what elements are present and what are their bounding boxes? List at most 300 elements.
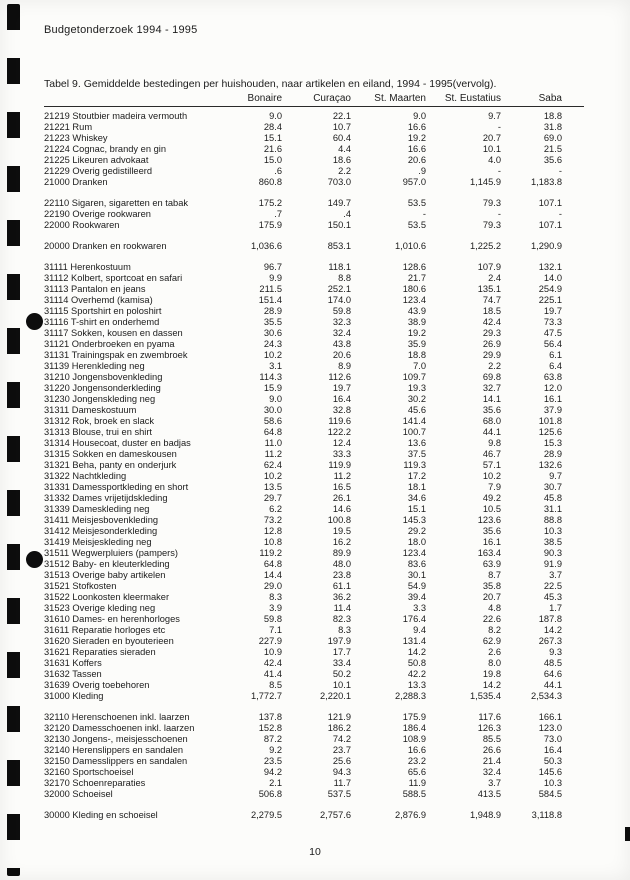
row-label: 30000 Kleding en schoeisel	[44, 810, 158, 820]
row-value: 11.2	[333, 471, 351, 481]
row-value: 9.8	[488, 438, 501, 448]
row-label: 31139 Herenkleding neg	[44, 361, 145, 371]
table-group	[44, 241, 584, 252]
row-value: 10.9	[263, 647, 282, 657]
row-value: 6.2	[269, 504, 282, 514]
row-label: 31511 Wegwerpluiers (pampers)	[44, 548, 179, 558]
row-label: 31610 Dames- en herenhorloges	[44, 614, 180, 624]
row-value: 14.2	[407, 647, 426, 657]
row-value: 32.4	[482, 767, 501, 777]
row-value: 2,220.1	[319, 691, 351, 701]
row-value: 16.5	[332, 482, 351, 492]
row-value: 88.8	[543, 515, 562, 525]
row-value: 64.8	[263, 559, 282, 569]
row-value: 11.0	[264, 438, 282, 448]
row-value: 12.0	[543, 383, 562, 393]
row-value: 83.6	[407, 559, 426, 569]
row-value: 131.4	[402, 636, 426, 646]
row-value: 28.9	[543, 449, 562, 459]
table-row	[44, 241, 584, 252]
row-value: 119.3	[403, 460, 426, 470]
row-value: 15.9	[263, 383, 282, 393]
row-value: 19.3	[407, 383, 426, 393]
row-value: 2.2	[338, 166, 351, 176]
row-label: 31521 Stofkosten	[44, 581, 117, 591]
row-value: 2.2	[488, 361, 501, 371]
row-value: 26.9	[482, 339, 501, 349]
row-value: 16.6	[407, 122, 426, 132]
table-row	[44, 209, 584, 220]
row-value: 31.8	[543, 122, 562, 132]
row-value: 11.2	[264, 449, 282, 459]
row-value: 8.9	[338, 361, 351, 371]
row-value: 18.6	[332, 155, 351, 165]
row-value: 135.1	[477, 284, 501, 294]
row-value: 73.0	[543, 734, 562, 744]
row-value: .6	[274, 166, 282, 176]
table-row	[44, 767, 584, 778]
row-label: 31220 Jongensonderkleding	[44, 383, 161, 393]
row-value: 50.3	[543, 756, 562, 766]
row-value: 20.7	[482, 133, 501, 143]
row-value: 100.8	[327, 515, 351, 525]
row-value: 42.2	[407, 669, 426, 679]
table-row	[44, 438, 584, 449]
expense-table	[44, 78, 584, 831]
row-value: 79.3	[482, 220, 501, 230]
row-label: 31621 Reparaties sieraden	[44, 647, 156, 657]
table-row	[44, 155, 584, 166]
row-value: 12.4	[332, 438, 351, 448]
table-body	[44, 111, 584, 821]
row-value: 28.9	[263, 306, 282, 316]
row-value: 13.6	[407, 438, 426, 448]
row-label: 20000 Dranken en rookwaren	[44, 241, 167, 251]
row-value: 8.0	[488, 658, 501, 668]
row-value: 3.3	[413, 603, 426, 613]
row-value: 11.7	[333, 778, 351, 788]
row-value: 197.9	[327, 636, 351, 646]
row-value: 2,757.6	[319, 810, 351, 820]
row-value: 20.6	[332, 350, 351, 360]
table-row	[44, 669, 584, 680]
table-row	[44, 427, 584, 438]
row-value: 122.2	[327, 427, 351, 437]
row-label: 21225 Likeuren advokaat	[44, 155, 149, 165]
row-label: 22000 Rookwaren	[44, 220, 120, 230]
row-value: 118.1	[328, 262, 351, 272]
row-value: 7.1	[269, 625, 282, 635]
table-row	[44, 636, 584, 647]
row-label: 31000 Kleding	[44, 691, 104, 701]
row-value: 16.2	[332, 537, 351, 547]
table-row	[44, 220, 584, 231]
row-label: 31230 Jongenskleding neg	[44, 394, 156, 404]
row-value: 7.9	[488, 482, 501, 492]
row-label: 31114 Overhemd (kamisa)	[44, 295, 153, 305]
row-value: 18.0	[407, 537, 426, 547]
page-number: 10	[309, 846, 321, 858]
row-label: 31513 Overige baby artikelen	[44, 570, 166, 580]
row-value: 23.5	[263, 756, 282, 766]
row-value: 166.1	[538, 712, 562, 722]
row-value: 61.1	[332, 581, 351, 591]
row-value: 54.9	[407, 581, 426, 591]
row-value: 145.6	[538, 767, 562, 777]
row-value: 24.3	[263, 339, 282, 349]
table-row	[44, 460, 584, 471]
row-value: 1,010.6	[394, 241, 426, 251]
row-value: 18.5	[482, 306, 501, 316]
row-value: 9.7	[549, 471, 562, 481]
row-label: 31312 Rok, broek en slack	[44, 416, 155, 426]
row-value: 2.6	[488, 647, 501, 657]
row-value: 68.0	[482, 416, 501, 426]
row-value: 64.6	[543, 669, 562, 679]
row-value: 506.8	[258, 789, 282, 799]
row-value: 10.5	[482, 504, 501, 514]
row-value: 46.7	[482, 449, 501, 459]
row-value: 42.4	[263, 658, 282, 668]
row-value: 21.5	[543, 144, 562, 154]
punch-hole	[26, 313, 43, 330]
table-row	[44, 383, 584, 394]
table-row	[44, 712, 584, 723]
table-group	[44, 111, 584, 188]
row-label: 31522 Loonkosten kleermaker	[44, 592, 170, 602]
row-value: 1.7	[549, 603, 562, 613]
row-value: 107.9	[477, 262, 501, 272]
row-label: 31523 Overige kleding neg	[44, 603, 156, 613]
row-value: 2,279.5	[250, 810, 282, 820]
row-value: 30.6	[263, 328, 282, 338]
row-value: 90.3	[543, 548, 562, 558]
row-value: 43.9	[407, 306, 426, 316]
row-label: 21224 Cognac, brandy en gin	[44, 144, 166, 154]
row-value: 16.1	[543, 394, 562, 404]
row-value: 29.2	[407, 526, 426, 536]
row-label: 31331 Damessportkleding en short	[44, 482, 189, 492]
row-value: 176.4	[402, 614, 426, 624]
row-value: 15.0	[263, 155, 282, 165]
row-value: 163.4	[477, 548, 501, 558]
row-value: 123.6	[477, 515, 501, 525]
table-row	[44, 198, 584, 209]
row-value: 180.6	[402, 284, 426, 294]
table-row	[44, 734, 584, 745]
row-value: 10.3	[543, 778, 562, 788]
table-row	[44, 581, 584, 592]
row-value: .7	[274, 209, 282, 219]
row-value: 149.7	[327, 198, 351, 208]
row-value: 20.6	[407, 155, 426, 165]
row-value: 19.7	[543, 306, 562, 316]
row-value: 74.7	[482, 295, 501, 305]
row-value: 32.8	[332, 405, 351, 415]
table-row	[44, 745, 584, 756]
row-value: 11.9	[408, 778, 426, 788]
row-value: 9.2	[269, 745, 282, 755]
row-value: 8.2	[488, 625, 501, 635]
row-value: 30.2	[407, 394, 426, 404]
row-value: 128.6	[402, 262, 426, 272]
row-value: 109.7	[402, 372, 426, 382]
row-label: 31117 Sokken, kousen en dassen	[44, 328, 183, 338]
row-label: 32140 Herenslippers en sandalen	[44, 745, 184, 755]
row-label: 32000 Schoeisel	[44, 789, 113, 799]
row-value: 9.3	[549, 647, 562, 657]
row-label: 31315 Sokken en dameskousen	[44, 449, 177, 459]
row-value: 7.0	[413, 361, 426, 371]
table-row	[44, 273, 584, 284]
row-value: 42.4	[482, 317, 501, 327]
row-value: 19.7	[332, 383, 351, 393]
row-value: 152.8	[258, 723, 282, 733]
table-row	[44, 166, 584, 177]
row-value: 10.2	[263, 350, 282, 360]
column-header-curacao: Curaçao	[313, 93, 351, 104]
row-value: 26.1	[332, 493, 351, 503]
row-value: 23.2	[407, 756, 426, 766]
row-value: 85.5	[482, 734, 501, 744]
column-header-st-eustatius: St. Eustatius	[444, 93, 501, 104]
row-label: 31339 Dameskleding neg	[44, 504, 150, 514]
row-value: 957.0	[402, 177, 426, 187]
table-row	[44, 559, 584, 570]
row-value: 37.9	[543, 405, 562, 415]
row-label: 32150 Damesslippers en sandalen	[44, 756, 188, 766]
row-value: 44.1	[543, 680, 562, 690]
row-value: 13.3	[407, 680, 426, 690]
row-label: 31512 Baby- en kleuterkleding	[44, 559, 170, 569]
row-value: 53.5	[407, 220, 426, 230]
row-value: 48.5	[543, 658, 562, 668]
row-value: 56.4	[543, 339, 562, 349]
row-value: -	[558, 209, 562, 219]
row-value: -	[422, 209, 426, 219]
row-value: 35.5	[263, 317, 282, 327]
row-value: 9.0	[413, 111, 426, 121]
row-value: 23.7	[332, 745, 351, 755]
table-row	[44, 133, 584, 144]
row-value: 137.8	[258, 712, 282, 722]
row-value: 10.7	[332, 122, 351, 132]
row-value: 9.4	[413, 625, 426, 635]
row-value: 73.3	[543, 317, 562, 327]
row-value: 2,534.3	[530, 691, 562, 701]
row-value: 91.9	[543, 559, 562, 569]
row-value: 132.1	[538, 262, 562, 272]
row-value: 33.4	[332, 658, 351, 668]
table-row	[44, 526, 584, 537]
row-value: 89.9	[332, 548, 351, 558]
row-value: 13.5	[263, 482, 282, 492]
table-row	[44, 295, 584, 306]
row-value: 39.4	[407, 592, 426, 602]
row-value: 112.6	[328, 372, 351, 382]
row-value: 45.6	[407, 405, 426, 415]
row-value: 1,183.8	[530, 177, 562, 187]
row-value: 26.6	[482, 745, 501, 755]
row-value: 121.9	[327, 712, 351, 722]
table-group	[44, 810, 584, 821]
row-value: 101.8	[538, 416, 562, 426]
row-value: 9.7	[488, 111, 501, 121]
table-group	[44, 712, 584, 800]
row-label: 31210 Jongensbovenkleding	[44, 372, 163, 382]
row-value: 1,948.9	[469, 810, 501, 820]
row-label: 31116 T-shirt en onderhemd	[44, 317, 160, 327]
table-row	[44, 680, 584, 691]
row-value: 107.1	[538, 198, 562, 208]
row-value: 4.0	[488, 155, 501, 165]
row-value: 62.4	[263, 460, 282, 470]
row-value: 703.0	[327, 177, 351, 187]
row-value: 50.2	[332, 669, 351, 679]
table-row	[44, 691, 584, 702]
row-label: 21221 Rum	[44, 122, 93, 132]
table-row	[44, 614, 584, 625]
row-value: 12.8	[263, 526, 282, 536]
table-row	[44, 111, 584, 122]
table-row	[44, 372, 584, 383]
row-value: 10.3	[543, 526, 562, 536]
row-value: 65.6	[407, 767, 426, 777]
row-value: 9.0	[269, 111, 282, 121]
table-row	[44, 647, 584, 658]
row-label: 32160 Sportschoeisel	[44, 767, 134, 777]
row-label: 31620 Sieraden en byouterieen	[44, 636, 174, 646]
binder-strip	[7, 4, 20, 876]
row-value: 21.7	[407, 273, 426, 283]
column-header-st-maarten: St. Maarten	[374, 93, 426, 104]
row-label: 32130 Jongens-, meisjesschoenen	[44, 734, 188, 744]
row-value: 588.5	[402, 789, 426, 799]
row-label: 31115 Sportshirt en poloshirt	[44, 306, 162, 316]
row-value: 10.2	[263, 471, 282, 481]
row-value: 96.7	[263, 262, 282, 272]
row-value: 3,118.8	[531, 810, 562, 820]
row-label: 32120 Damesschoenen inkl. laarzen	[44, 723, 195, 733]
row-value: 15.1	[407, 504, 426, 514]
row-value: 186.2	[327, 723, 351, 733]
row-value: 125.6	[538, 427, 562, 437]
row-value: 8.8	[338, 273, 351, 283]
row-value: 132.6	[538, 460, 562, 470]
row-value: 267.3	[538, 636, 562, 646]
row-value: 63.9	[482, 559, 501, 569]
table-row	[44, 262, 584, 273]
table-row	[44, 570, 584, 581]
scan-artifact	[625, 827, 630, 841]
row-value: 79.3	[482, 198, 501, 208]
table-header-rule	[44, 106, 584, 107]
row-value: 1,145.9	[469, 177, 501, 187]
row-value: 29.9	[482, 350, 501, 360]
table-row	[44, 284, 584, 295]
row-value: 38.5	[543, 537, 562, 547]
row-label: 22190 Overige rookwaren	[44, 209, 151, 219]
row-value: 1,290.9	[530, 241, 562, 251]
table-row	[44, 177, 584, 188]
row-value: 1,036.6	[250, 241, 282, 251]
row-value: 186.4	[402, 723, 426, 733]
row-value: 19.5	[332, 526, 351, 536]
row-label: 31112 Kolbert, sportcoat en safari	[44, 273, 183, 283]
row-value: 141.4	[402, 416, 426, 426]
punch-hole	[26, 551, 43, 568]
row-label: 31121 Onderbroeken en pyama	[44, 339, 175, 349]
row-value: 37.5	[407, 449, 426, 459]
row-value: 59.8	[263, 614, 282, 624]
row-value: 8.5	[269, 680, 282, 690]
row-label: 21219 Stoutbier madeira vermouth	[44, 111, 188, 121]
row-value: 16.4	[332, 394, 351, 404]
row-value: 48.0	[332, 559, 351, 569]
row-value: 30.7	[543, 482, 562, 492]
row-value: 82.3	[332, 614, 351, 624]
row-value: 21.6	[263, 144, 282, 154]
row-label: 31313 Blouse, trui en shirt	[44, 427, 153, 437]
row-value: 73.2	[263, 515, 282, 525]
table-row	[44, 416, 584, 427]
table-header-row	[44, 92, 584, 105]
row-label: 21229 Overig gedistilleerd	[44, 166, 153, 176]
row-value: 119.6	[328, 416, 351, 426]
row-value: 123.0	[538, 723, 562, 733]
row-value: 45.3	[543, 592, 562, 602]
row-value: 29.7	[263, 493, 282, 503]
row-value: 14.1	[482, 394, 501, 404]
row-value: 150.1	[327, 220, 351, 230]
row-value: 9.9	[269, 273, 282, 283]
row-label: 31322 Nachtkleding	[44, 471, 127, 481]
row-label: 31419 Meisjeskleding neg	[44, 537, 152, 547]
row-label: 21223 Whiskey	[44, 133, 108, 143]
table-row	[44, 328, 584, 339]
row-value: 35.8	[482, 581, 501, 591]
row-value: 100.7	[402, 427, 426, 437]
row-value: 32.4	[332, 328, 351, 338]
row-value: 60.4	[332, 133, 351, 143]
row-value: 4.4	[338, 144, 351, 154]
row-value: 225.1	[538, 295, 562, 305]
row-value: 36.2	[332, 592, 351, 602]
row-value: 29.0	[263, 581, 282, 591]
row-value: 30.0	[263, 405, 282, 415]
row-label: 32110 Herenschoenen inkl. laarzen	[44, 712, 190, 722]
row-value: 22.6	[482, 614, 501, 624]
row-value: 53.5	[407, 198, 426, 208]
row-value: 10.1	[482, 144, 501, 154]
row-value: 117.6	[478, 712, 501, 722]
row-value: 74.2	[332, 734, 351, 744]
row-value: 63.8	[543, 372, 562, 382]
row-value: 254.9	[538, 284, 562, 294]
row-value: 175.2	[258, 198, 282, 208]
row-value: 19.8	[482, 669, 501, 679]
row-value: 1,225.2	[469, 241, 501, 251]
row-value: 14.6	[332, 504, 351, 514]
row-value: 64.8	[263, 427, 282, 437]
table-row	[44, 405, 584, 416]
row-value: 3.9	[269, 603, 282, 613]
row-value: 123.4	[402, 548, 426, 558]
row-value: 47.5	[543, 328, 562, 338]
row-label: 31113 Pantalon en jeans	[44, 284, 146, 294]
row-value: 35.9	[407, 339, 426, 349]
row-value: 174.0	[327, 295, 351, 305]
